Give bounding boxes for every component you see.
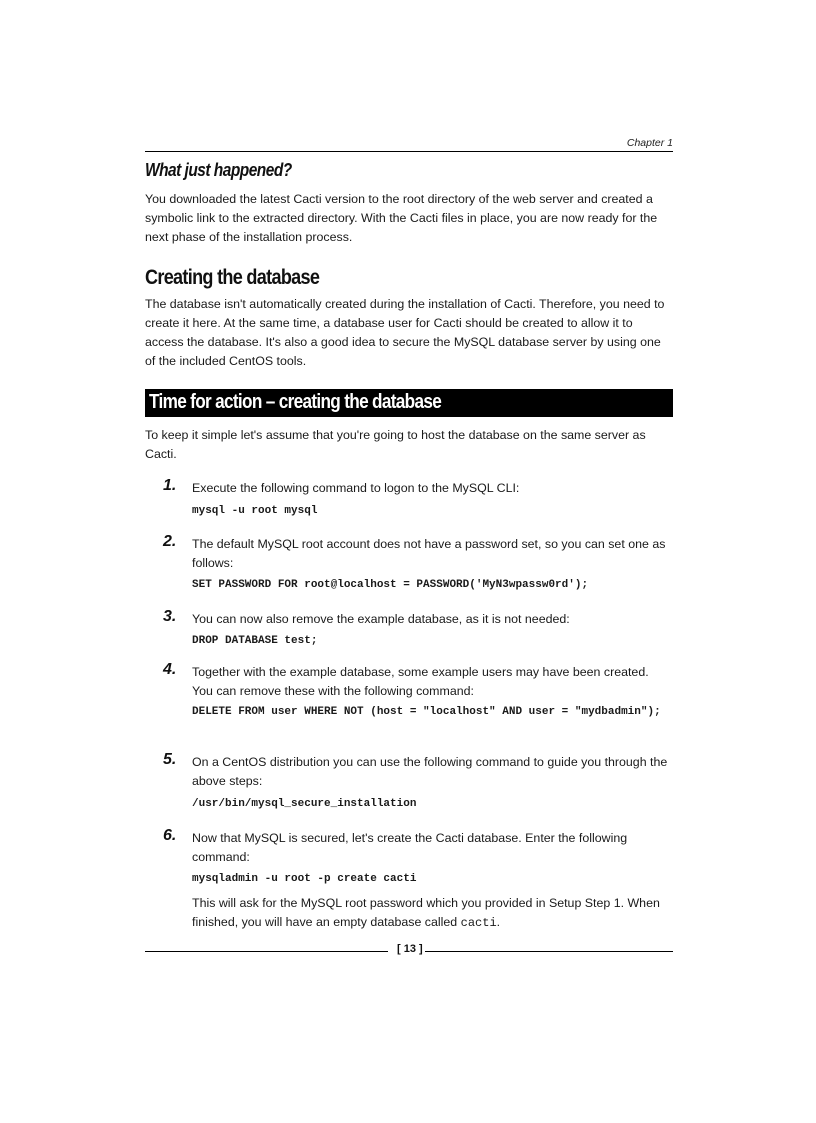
followup-text: This will ask for the MySQL root password which you provided in Setup Step 1. When finished, you will have an empty database called: [192, 896, 660, 929]
action-intro: To keep it simple let's assume that you're going to host the database on the same server as Cacti.: [145, 428, 646, 461]
step-text: You can now also remove the example database, as it is not needed:: [192, 612, 570, 626]
running-header: [145, 134, 673, 152]
section-heading-creating-database: Creating the database: [145, 266, 320, 289]
page-footer: [145, 944, 673, 958]
code-block: DROP DATABASE test;: [192, 635, 318, 647]
step-number: 6.: [163, 827, 177, 844]
code-block: SET PASSWORD FOR root@localhost = PASSWORD('MyN3wpassw0rd');: [192, 579, 589, 591]
footer-rule-left: [145, 951, 388, 952]
followup-end: .: [496, 915, 501, 929]
section2-paragraph: The database isn't automatically created during the installation of Cacti. Therefore, you need to create it here. At the same time, a database user for Cacti should be created to allow it to access the database. It's also a good idea to secure the MySQL database server by using one of the included CentOS tools.: [145, 297, 665, 368]
inline-code-cacti: cacti: [460, 916, 497, 930]
chapter-label: Chapter 1: [626, 137, 673, 149]
step-text: On a CentOS distribution you can use the following command to guide you through the above steps:: [192, 755, 668, 788]
step-number: 4.: [163, 661, 177, 678]
step-text: Execute the following command to logon to the MySQL CLI:: [192, 481, 520, 495]
step-text: Together with the example database, some example users may have been created. You can remove these with the following command:: [192, 665, 649, 698]
code-block: mysqladmin -u root -p create cacti: [192, 873, 417, 885]
step-number: 2.: [163, 533, 177, 550]
step-followup-text: [192, 894, 670, 933]
step-number: 1.: [163, 477, 177, 494]
section1-paragraph: You downloaded the latest Cacti version to the root directory of the web server and created a symbolic link to the extracted directory. With the Cacti files in place, you are now ready for the next phase of the installation process.: [145, 192, 658, 244]
code-block: DELETE FROM user WHERE NOT (host = "localhost" AND user = "mydbadmin");: [192, 706, 661, 718]
section-heading-what-just-happened: What just happened?: [145, 160, 292, 180]
step-number: 5.: [163, 751, 177, 768]
time-for-action-title: Time for action – creating the database: [149, 391, 442, 413]
footer-rule-right: [425, 951, 673, 952]
step-text: Now that MySQL is secured, let's create the Cacti database. Enter the following command:: [192, 831, 628, 864]
step-number: 3.: [163, 608, 177, 625]
code-block: /usr/bin/mysql_secure_installation: [192, 798, 417, 810]
step-text: The default MySQL root account does not have a password set, so you can set one as follows:: [192, 537, 666, 570]
page-number: [ 13 ]: [397, 943, 423, 955]
code-block: mysql -u root mysql: [192, 505, 318, 517]
time-for-action-banner: [145, 389, 673, 417]
